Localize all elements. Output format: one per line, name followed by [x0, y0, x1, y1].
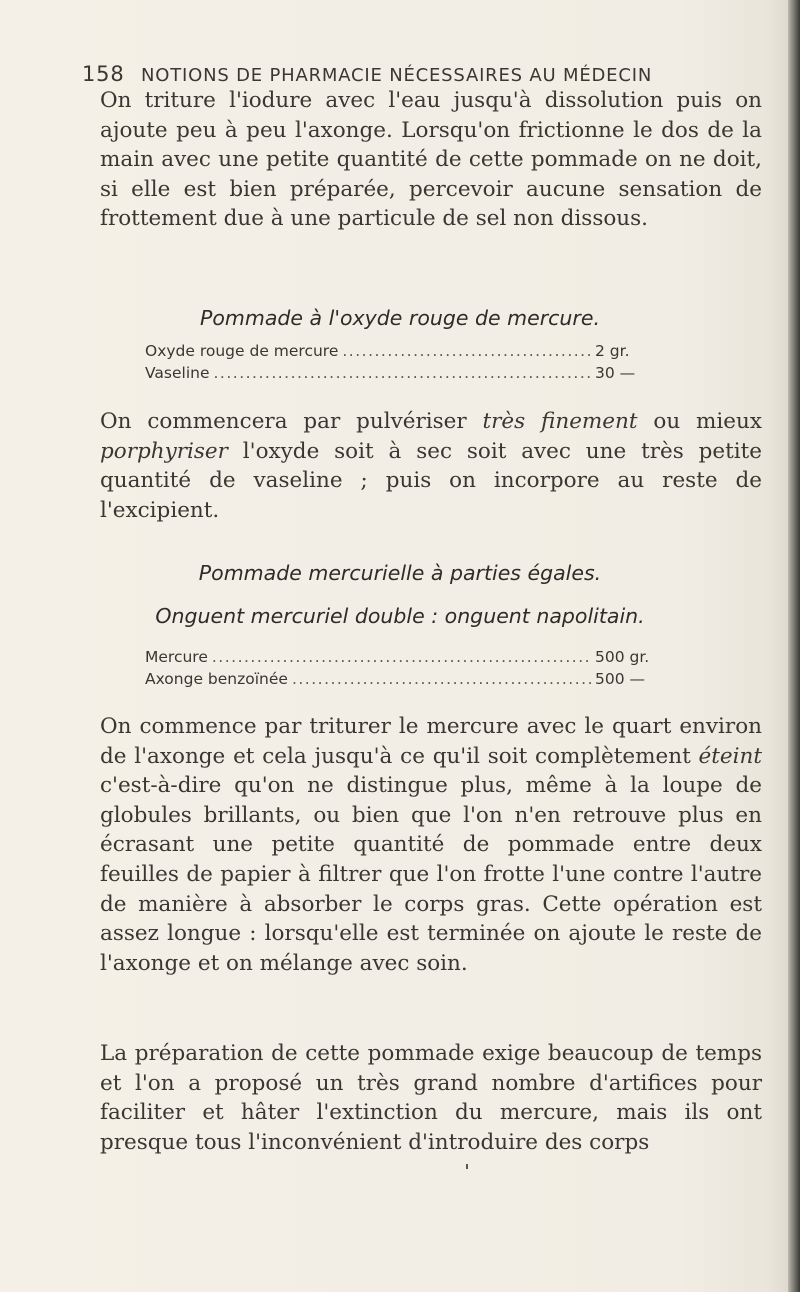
recipe-line	[145, 648, 665, 670]
ingredient-name: Axonge benzoïnée	[145, 670, 288, 688]
heading-onguent-mercuriel: Onguent mercuriel double : onguent napolitain.	[155, 604, 645, 628]
paragraph-4: La préparation de cette pommade exige beaucoup de temps et l'on a proposé un très grand nombre d'artifices pour faciliter et hâter l'extinction du mercure, mais ils ont presque tous l'inconvénient d'introduire des corps	[100, 1041, 762, 1155]
heading-oxyde-rouge: Pommade à l'oxyde rouge de mercure.	[200, 306, 600, 330]
recipe-line	[145, 364, 665, 386]
ingredient-name: Oxyde rouge de mercure	[145, 342, 339, 360]
emphasis: très finement	[482, 409, 638, 434]
ingredient-quantity: 500 gr.	[595, 648, 650, 666]
recipe-line	[145, 342, 665, 364]
paragraph-3-text: c'est-à-dire qu'on ne distingue plus, même à la loupe de globules brillants, ou bien que l'on n'en retrouve plus en écrasant une petite quantité de pommade entre deux feuilles de papier à filtrer que l'on frotte l'une contre l'autre de manière à absorber le corps gras. Cette opération est assez longue : lorsqu'elle est terminée on ajoute le reste de l'axonge et on mélange avec soin.	[100, 773, 762, 976]
emphasis: éteint	[698, 743, 762, 769]
recipe-onguent-mercuriel	[145, 648, 665, 692]
running-head	[82, 62, 762, 86]
ingredient-quantity: 500 —	[595, 670, 646, 688]
ingredient-quantity: 30 —	[595, 364, 636, 382]
paragraph-3-text: On commence par triturer le mercure avec le quart environ de l'axonge et cela jusqu'à ce qu'il soit complètement	[100, 714, 762, 769]
ingredient-name: Mercure	[145, 648, 208, 666]
paragraph-2	[100, 407, 762, 525]
page-edge-shadow	[788, 0, 800, 1292]
ingredient-name: Vaseline	[145, 364, 210, 382]
ink-speck	[466, 1164, 468, 1169]
leader-dots	[213, 364, 591, 382]
recipe-oxyde-rouge	[145, 342, 665, 386]
paragraph-1: On triture l'iodure avec l'eau jusqu'à dissolution puis on ajoute peu à peu l'axonge. Lorsqu'on frictionne le dos de la main avec une petite quantité de cette pommade on ne doit, si elle est bien préparée, percevoir aucune sensation de frottement due à une particule de sel non dissous.	[100, 88, 762, 232]
running-title: NOTIONS DE PHARMACIE NÉCESSAIRES AU MÉDECIN	[141, 65, 653, 86]
heading-pommade-mercurielle: Pommade mercurielle à parties égales.	[198, 561, 602, 585]
ingredient-quantity: 2 gr.	[595, 342, 630, 360]
paragraph-3	[100, 712, 762, 978]
emphasis: porphyriser	[100, 438, 228, 464]
leader-dots	[292, 670, 591, 688]
paragraph-2-text: l'oxyde soit à sec soit avec une très petite quantité de vaseline ; puis on incorpore au reste de l'excipient.	[100, 438, 762, 523]
paragraph-2-text: On commencera par pulvériser	[100, 409, 483, 434]
leader-dots	[212, 648, 591, 666]
leader-dots	[342, 342, 591, 360]
recipe-line	[145, 670, 665, 692]
page-number: 158	[82, 62, 125, 86]
paragraph-2-text: ou mieux	[637, 409, 762, 434]
